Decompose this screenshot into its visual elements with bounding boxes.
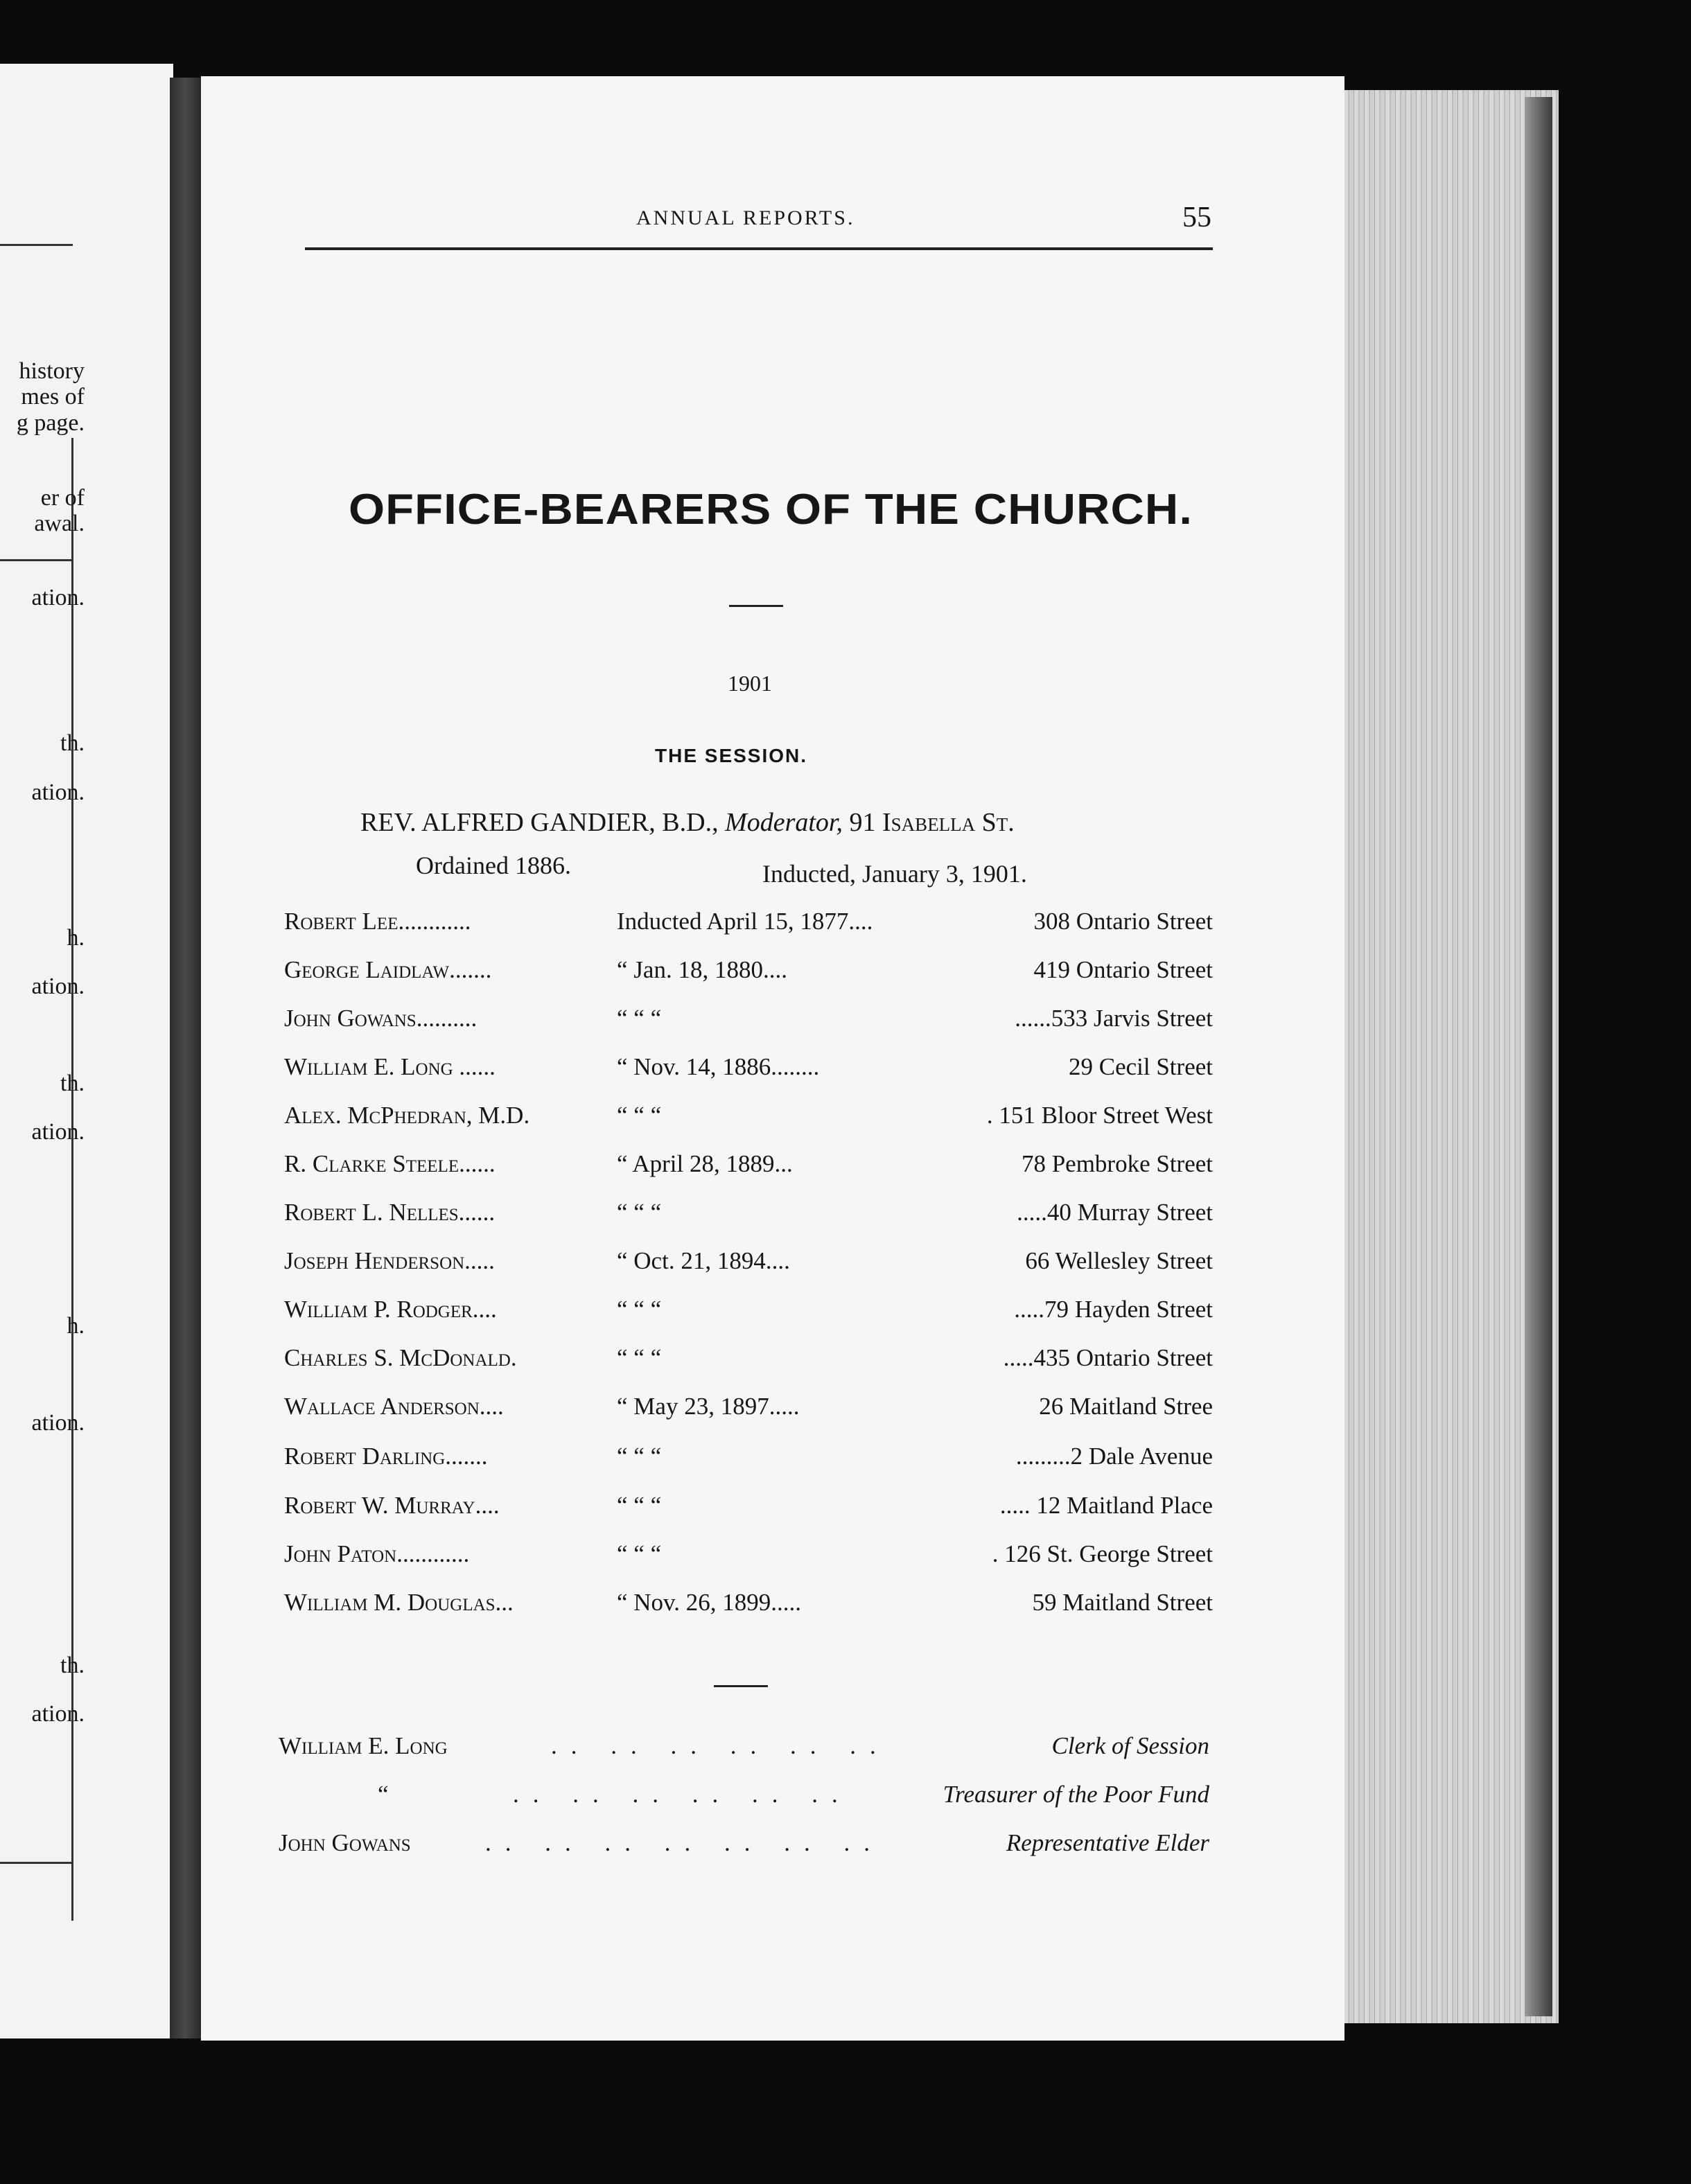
member-row: [277, 1443, 1213, 1484]
member-row: [277, 1296, 1213, 1337]
member-row: [277, 1589, 1213, 1630]
member-name: Wallace Anderson....: [284, 1393, 504, 1420]
member-inducted: “ “ “: [617, 1540, 662, 1567]
member-name: Joseph Henderson.....: [284, 1247, 495, 1274]
member-name: Alex. McPhedran, M.D.: [284, 1102, 530, 1129]
member-address: .....79 Hayden Street: [1014, 1296, 1213, 1323]
member-name: William P. Rodger....: [284, 1296, 497, 1323]
section-heading: THE SESSION.: [655, 745, 808, 766]
moderator-address: 91 Isabella St.: [849, 808, 1015, 837]
member-name: John Gowans..........: [284, 1005, 477, 1032]
member-address: 419 Ontario Street: [1033, 956, 1213, 983]
member-row: [277, 1199, 1213, 1240]
member-inducted: “ “ “: [617, 1102, 662, 1129]
member-name: Charles S. McDonald.: [284, 1344, 517, 1371]
member-inducted: “ “ “: [617, 1005, 662, 1032]
member-row: [277, 908, 1213, 949]
left-page-fragment: ation.: [31, 585, 85, 610]
page-edge-shadow: [1525, 97, 1552, 2016]
member-address: ......533 Jarvis Street: [1015, 1005, 1213, 1032]
member-address: 29 Cecil Street: [1068, 1053, 1213, 1080]
moderator-role: Moderator,: [725, 808, 843, 837]
member-row: [277, 1005, 1213, 1046]
member-address: . 126 St. George Street: [992, 1540, 1213, 1567]
left-page-fragment: th.: [60, 730, 85, 756]
member-row: [277, 1102, 1213, 1143]
running-head: ANNUAL REPORTS.: [636, 206, 855, 229]
member-inducted: “ “ “: [617, 1296, 662, 1323]
left-page: [0, 64, 173, 2038]
member-row: [277, 1053, 1213, 1095]
member-inducted: “ “ “: [617, 1492, 662, 1519]
member-name: Robert Lee............: [284, 908, 471, 935]
inducted-date: Inducted, January 3, 1901.: [762, 860, 1027, 888]
member-inducted: “ April 28, 1889...: [617, 1150, 793, 1177]
leader-dots: .. .. .. .. .. ..: [513, 1781, 852, 1808]
member-inducted: “ “ “: [617, 1344, 662, 1371]
left-page-fragment: h.: [67, 925, 85, 951]
officer-title: Clerk of Session: [1051, 1732, 1209, 1759]
member-inducted: “ Jan. 18, 1880....: [617, 956, 787, 983]
ordained-date: Ordained 1886.: [416, 852, 571, 879]
page-number: 55: [1182, 202, 1211, 234]
member-name: William M. Douglas...: [284, 1589, 514, 1616]
left-page-fragment: history: [19, 358, 85, 384]
member-row: [277, 1492, 1213, 1533]
member-name: R. Clarke Steele......: [284, 1150, 496, 1177]
left-page-fragment: th.: [60, 1653, 85, 1678]
member-address: 66 Wellesley Street: [1025, 1247, 1213, 1274]
left-page-fragment: ation.: [31, 1410, 85, 1436]
page-title: OFFICE-BEARERS OF THE CHURCH.: [349, 486, 1193, 534]
member-inducted: “ “ “: [617, 1199, 662, 1226]
member-inducted: “ May 23, 1897.....: [617, 1393, 800, 1420]
member-address: ..... 12 Maitland Place: [999, 1492, 1213, 1519]
header-rule: [305, 247, 1213, 250]
officer-name: John Gowans: [279, 1829, 411, 1856]
officer-name: “: [378, 1781, 389, 1808]
member-address: 308 Ontario Street: [1033, 908, 1213, 935]
member-row: [277, 1344, 1213, 1386]
member-inducted: Inducted April 15, 1877....: [617, 908, 873, 935]
left-page-fragment: er of: [40, 485, 85, 511]
left-page-rule: [0, 244, 73, 246]
left-page-fragment: h.: [67, 1313, 85, 1339]
left-page-fragment: ation.: [31, 1701, 85, 1727]
officer-title: Representative Elder: [1006, 1829, 1209, 1856]
left-page-fragment: g page.: [16, 410, 85, 436]
divider-rule: [714, 1685, 768, 1687]
member-name: Robert Darling.......: [284, 1443, 488, 1470]
left-page-fragment: ation.: [31, 1119, 85, 1145]
member-address: 26 Maitland Stree: [1039, 1393, 1213, 1420]
member-row: [277, 1247, 1213, 1289]
member-inducted: “ “ “: [617, 1443, 662, 1470]
moderator-line: [360, 807, 1015, 838]
member-address: . 151 Bloor Street West: [986, 1102, 1213, 1129]
moderator-name: REV. ALFRED GANDIER, B.D.,: [360, 808, 719, 837]
member-inducted: “ Nov. 26, 1899.....: [617, 1589, 802, 1616]
member-name: John Paton............: [284, 1540, 470, 1567]
member-row: [277, 1540, 1213, 1582]
member-address: 59 Maitland Street: [1032, 1589, 1213, 1616]
divider-rule: [729, 605, 783, 607]
member-row: [277, 1393, 1213, 1434]
left-page-fragment: ation.: [31, 780, 85, 805]
member-name: Robert W. Murray....: [284, 1492, 500, 1519]
member-address: 78 Pembroke Street: [1021, 1150, 1213, 1177]
member-address: .........2 Dale Avenue: [1015, 1443, 1213, 1470]
left-page-fragment: mes of: [21, 384, 85, 410]
left-page-fragment: ation.: [31, 974, 85, 999]
leader-dots: .. .. .. .. .. .. ..: [485, 1829, 884, 1856]
left-page-rule: [0, 559, 72, 561]
member-row: [277, 956, 1213, 998]
member-inducted: “ Oct. 21, 1894....: [617, 1247, 790, 1274]
member-name: William E. Long ......: [284, 1053, 496, 1080]
officer-title: Treasurer of the Poor Fund: [943, 1781, 1209, 1808]
member-address: .....435 Ontario Street: [1003, 1344, 1213, 1371]
left-page-fragment: awal.: [34, 511, 85, 536]
member-inducted: “ Nov. 14, 1886........: [617, 1053, 820, 1080]
member-row: [277, 1150, 1213, 1192]
leader-dots: .. .. .. .. .. ..: [551, 1732, 890, 1759]
member-name: Robert L. Nelles......: [284, 1199, 496, 1226]
member-name: George Laidlaw.......: [284, 956, 492, 983]
officer-name: William E. Long: [279, 1732, 448, 1759]
left-page-column-rule: [71, 438, 73, 1921]
left-page-rule: [0, 1862, 72, 1864]
year: 1901: [728, 671, 772, 696]
left-page-fragment: th.: [60, 1071, 85, 1096]
member-address: .....40 Murray Street: [1017, 1199, 1213, 1226]
